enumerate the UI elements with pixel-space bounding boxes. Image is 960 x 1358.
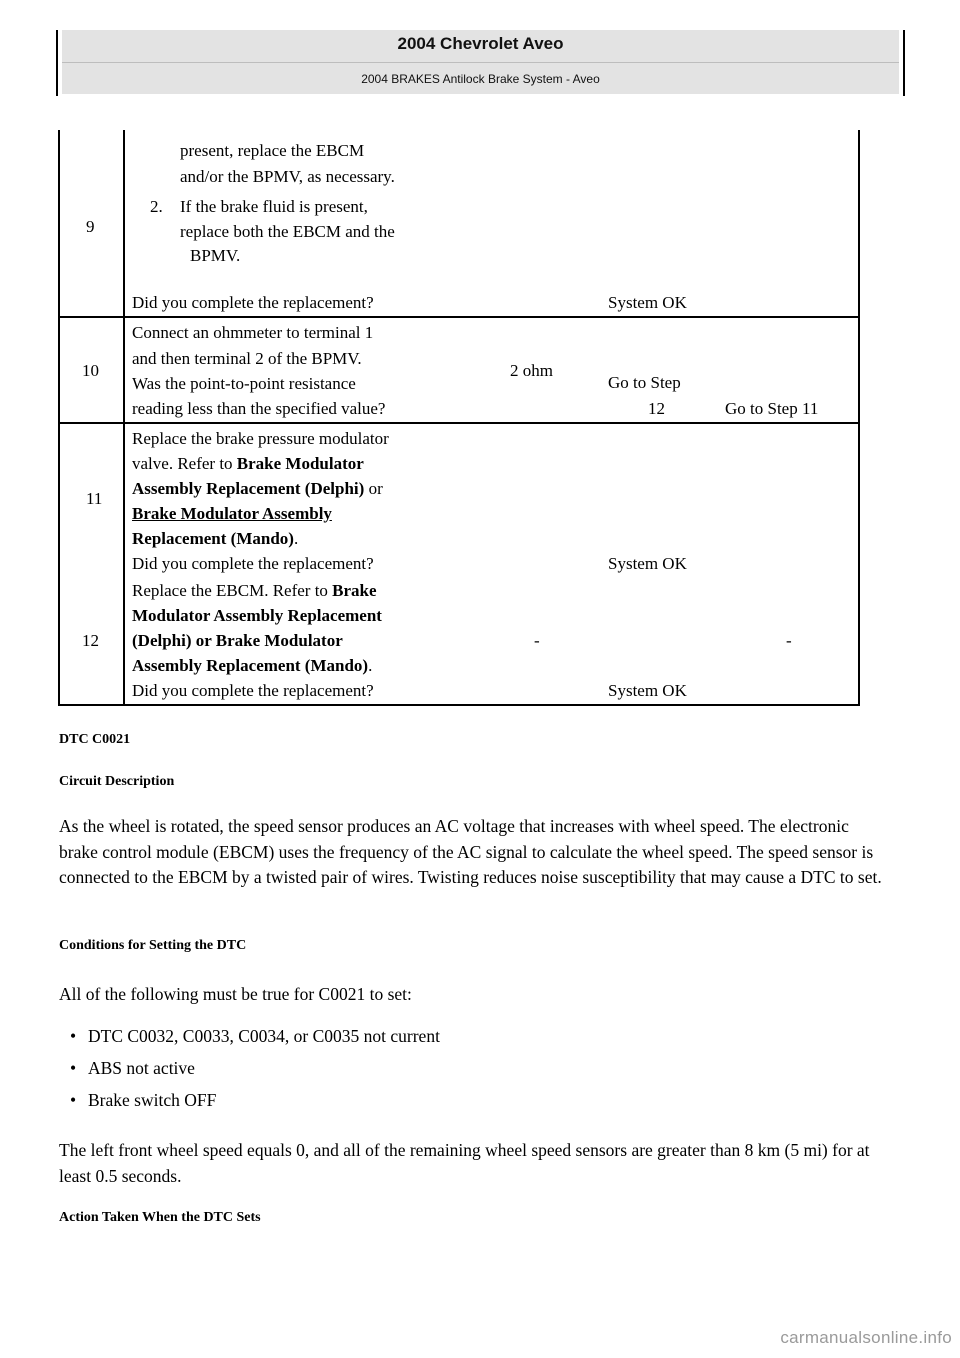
action-text: Replace the brake pressure modulator [132,429,389,448]
circuit-description-text: As the wheel is rotated, the speed sensor produces an AC voltage that increases with wheel speed. The electronic brake control module (EBCM) uses the frequency of the AC signal to calculate the wheel speed. The speed sensor is connected to the EBCM by a twisted pair of wires. Twisting reduces noise susceptibility that may cause a DTC to set. [59,816,882,887]
question-text: reading less than the specified value? [132,399,386,418]
action-text: Was the point-to-point resistance [132,374,356,393]
action-text: replace both the EBCM and the [180,222,395,241]
table-row-divider [58,422,860,424]
reference-link[interactable]: (Delphi) or Brake Modulator [132,631,343,650]
diagnostic-table [58,130,860,706]
header-right-rule [903,30,905,96]
yes-result: System OK [608,681,687,700]
section-heading-circuit: Circuit Description [59,774,175,789]
table-border-bottom [58,704,860,706]
reference-link[interactable]: Replacement (Mando) [132,529,294,548]
table-column-divider [123,130,125,706]
list-item: • ABS not active [88,1058,195,1079]
table-border-left [58,130,60,706]
yes-result: 12 [648,399,665,418]
action-text: Replace the EBCM. Refer to Brake [132,581,377,600]
conditions-closing-text: The left front wheel speed equals 0, and all of the remaining wheel speed sensors are greater than 8 km (5 mi) for at least 0.5 seconds. [59,1140,870,1186]
header-left-rule [56,30,58,96]
table-row-divider [58,316,860,318]
section-heading-action: Action Taken When the DTC Sets [59,1210,261,1225]
action-text: present, replace the EBCM [180,141,365,160]
list-item: • DTC C0032, C0033, C0034, or C0035 not current [88,1026,440,1047]
reference-link[interactable]: Brake Modulator Assembly [132,504,332,523]
table-border-right [858,130,860,706]
step-number: 9 [86,217,95,236]
reference-link[interactable]: Assembly Replacement (Mando) [132,656,369,675]
action-text: Replacement (Mando). [132,529,299,548]
yes-result: Go to Step [608,373,681,392]
header-divider [62,62,899,63]
action-text: BPMV. [190,246,241,265]
action-text: Connect an ohmmeter to terminal 1 [132,323,374,342]
step-number: 12 [82,631,99,650]
list-marker: 2. [150,197,163,216]
reference-link[interactable]: Brake Modulator [236,454,364,473]
action-text: Assembly Replacement (Mando). [132,656,373,675]
reference-link[interactable]: Modulator Assembly Replacement [132,606,382,625]
question-text: Did you complete the replacement? [132,681,374,700]
reference-link[interactable]: Brake [332,581,377,600]
no-result: - [786,631,792,650]
no-result: Go to Step 11 [725,399,819,418]
action-text: Assembly Replacement (Delphi) or [132,479,383,498]
watermark-text: carmanualsonline.info [780,1328,952,1347]
page-subtitle: 2004 BRAKES Antilock Brake System - Aveo [361,72,600,86]
step-number: 11 [86,489,103,508]
yes-result: System OK [608,293,687,312]
action-text: and/or the BPMV, as necessary. [180,167,395,186]
value-spec: 2 ohm [510,361,553,380]
page-title: 2004 Chevrolet Aveo [397,34,564,53]
value-spec: - [534,631,540,650]
conditions-intro: All of the following must be true for C0021 to set: [59,984,412,1004]
step-number: 10 [82,361,99,380]
action-text: valve. Refer to Brake Modulator [132,454,364,473]
action-text: and then terminal 2 of the BPMV. [132,349,362,368]
yes-result: System OK [608,554,687,573]
reference-link[interactable]: Assembly Replacement (Delphi) [132,479,365,498]
list-item: • Brake switch OFF [88,1090,216,1111]
section-heading-conditions: Conditions for Setting the DTC [59,938,247,953]
question-text: Did you complete the replacement? [132,293,374,312]
action-text: If the brake fluid is present, [180,197,368,216]
dtc-heading: DTC C0021 [59,732,131,747]
question-text: Did you complete the replacement? [132,554,374,573]
